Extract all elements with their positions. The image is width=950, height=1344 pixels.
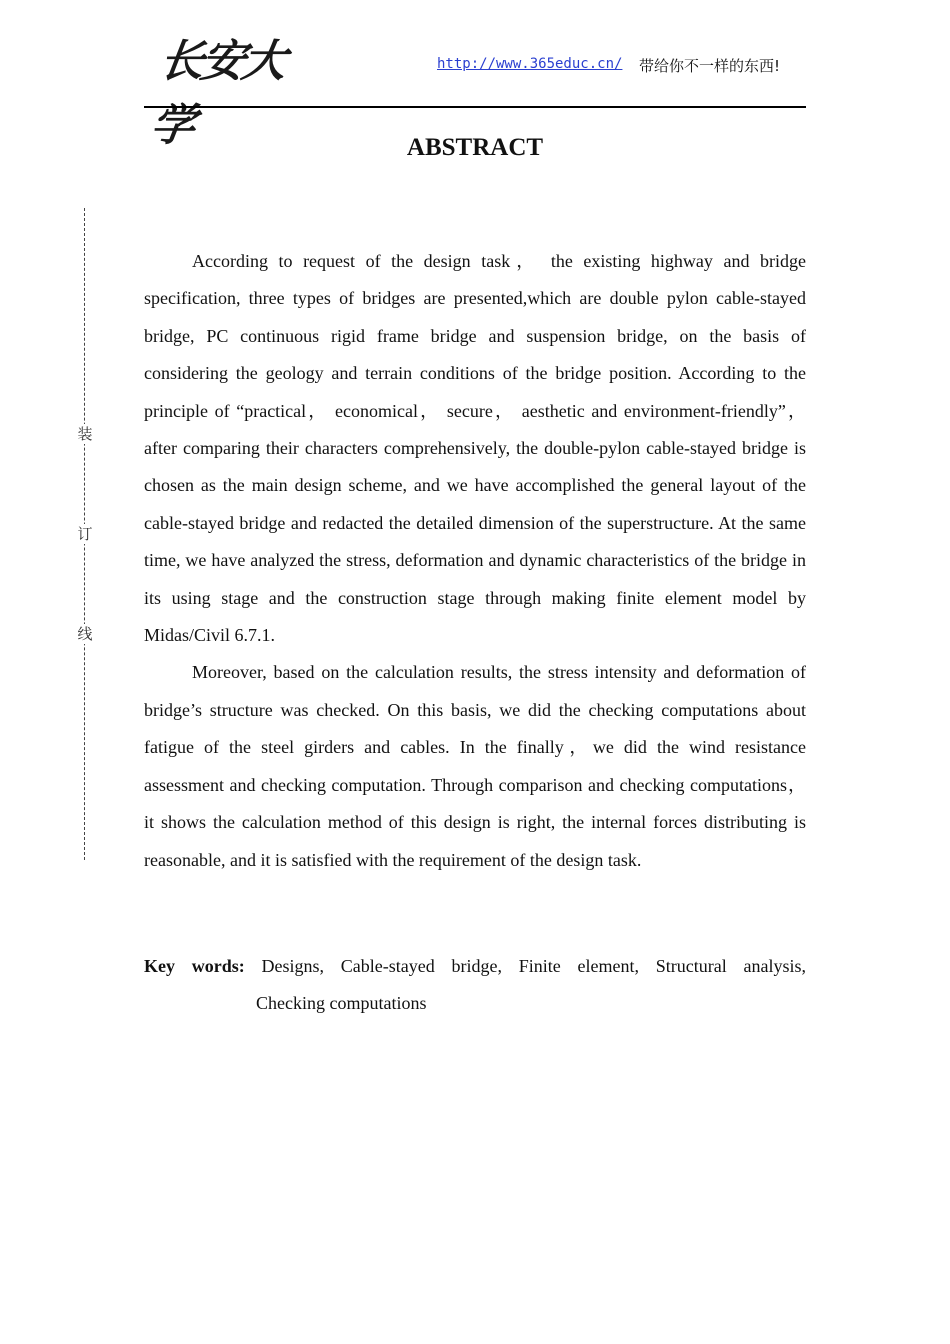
binding-char-zhuang: 装 — [77, 425, 93, 443]
abstract-paragraph-1: According to request of the design task， the existing highway and bridge specification, three types of bridges are presented,which are double pylon cable-stayed bridge, PC continuous rigid frame bridge and suspension bridge, on the basis of considering the geology and terrain conditions of the bridge position. According to the principle of “practical， economical， secure， aesthetic and environment-friendly”，after comparing their characters comprehensively, the double-pylon cable-stayed bridge is chosen as the main design scheme, and we have accomplished the general layout of the cable-stayed bridge and redacted the detailed dimension of the superstructure. At the same time, we have analyzed the stress, deformation and dynamic characteristics of the bridge in its using stage and the construction stage through making finite element model by Midas/Civil 6.7.1. — [144, 251, 806, 646]
keywords-block — [144, 948, 806, 1022]
abstract-body — [144, 243, 806, 879]
university-logo: 长安大学 — [147, 36, 287, 151]
keywords-label: Key words: — [144, 956, 245, 976]
keywords-list-1: Designs, Cable-stayed bridge, Finite element, Structural analysis, — [261, 956, 806, 976]
keywords-line-2: Checking computations — [256, 993, 427, 1013]
header-link[interactable]: http://www.365educ.cn/ — [437, 56, 623, 72]
binding-char-xian: 线 — [77, 625, 93, 643]
header-divider — [144, 106, 806, 108]
keywords-line-1 — [144, 948, 806, 985]
abstract-paragraph-2: Moreover, based on the calculation results, the stress intensity and deformation of bridge’s structure was checked. On this basis, we did the checking computations about fatigue of the steel girders and cables. In the finally，we did the wind resistance assessment and checking computation. Through comparison and checking computations， it shows the calculation method of this design is right, the internal forces distributing is reasonable, and it is satisfied with the requirement of the design task. — [144, 662, 806, 870]
header-slogan: 带给你不一样的东西! — [639, 57, 781, 75]
page-title: ABSTRACT — [406, 134, 544, 161]
binding-char-ding: 订 — [77, 525, 93, 543]
